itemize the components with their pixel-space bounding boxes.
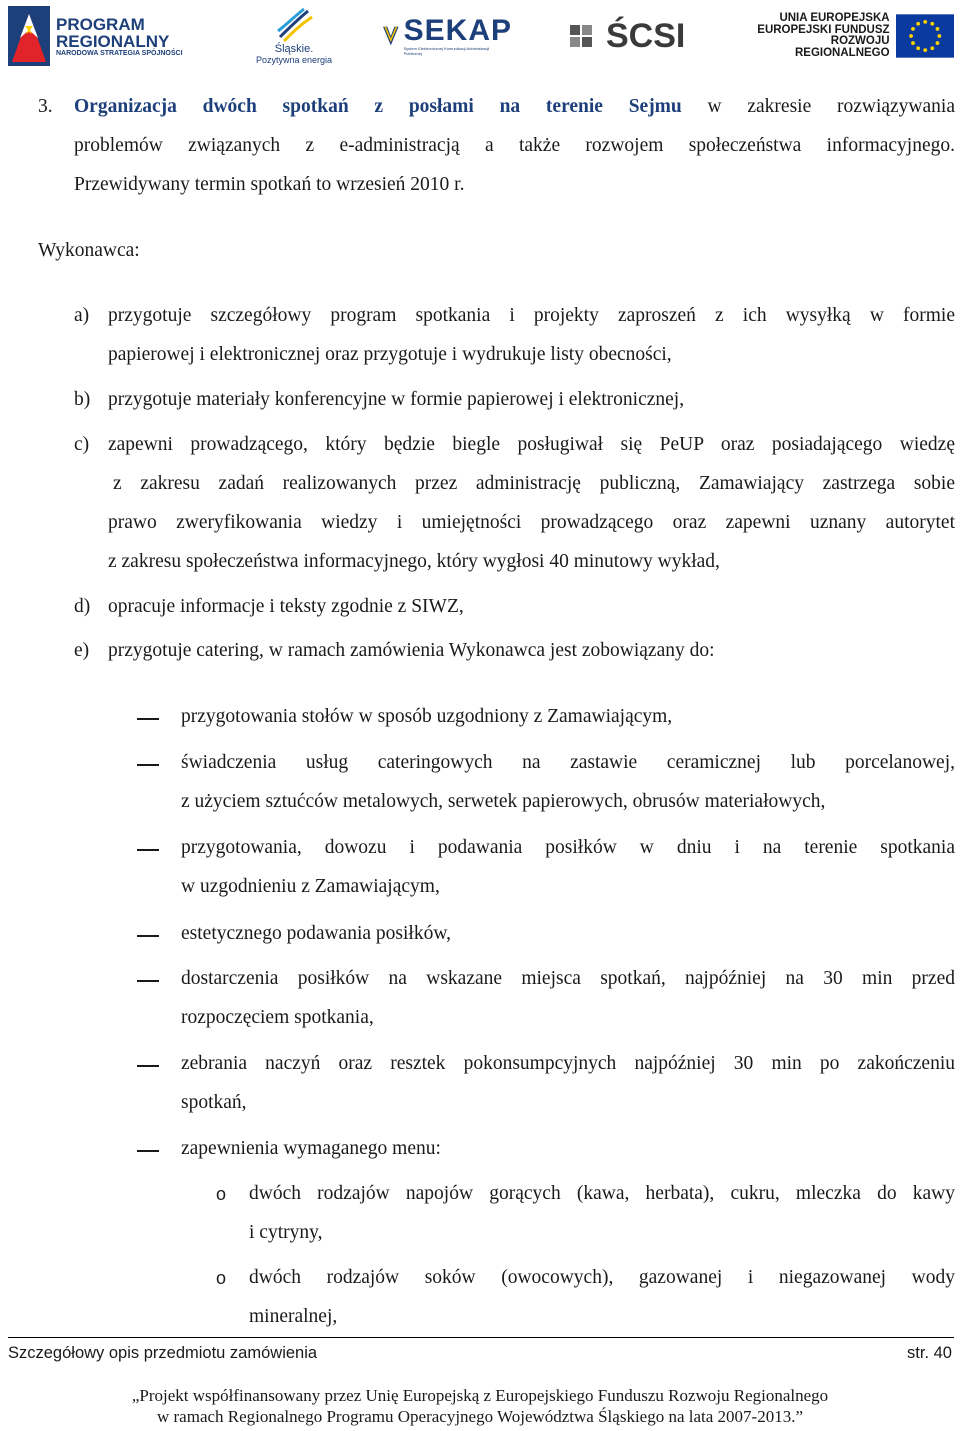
catering-item-6-line1: zebrania naczyń oraz resztek pokonsumpcyjnych najpóźniej 30 min po zakończeniu bbox=[181, 1053, 955, 1074]
contractor-label: Wykonawca: bbox=[38, 240, 140, 261]
catering-item-5-line1: dostarczenia posiłków na wskazane miejsca spotkań, najpóźniej na 30 min przed bbox=[181, 968, 955, 989]
slaskie-swirl-icon bbox=[274, 7, 314, 43]
dash-bullet-icon bbox=[137, 849, 159, 851]
item-d-line1: opracuje informacje i teksty zgodnie z SIWZ, bbox=[108, 596, 464, 617]
item-c-line3: prawo zweryfikowania wiedzy i umiejętności prowadzącego oraz zapewni uznany autorytet bbox=[108, 512, 955, 533]
dash-bullet-icon bbox=[137, 935, 159, 937]
menu-item-2-line2: mineralnej, bbox=[249, 1306, 338, 1327]
item-b-line1: przygotuje materiały konferencyjne w formie papierowej i elektronicznej, bbox=[108, 389, 685, 410]
scsi-logo bbox=[570, 4, 710, 68]
item-d-label: d) bbox=[74, 596, 91, 617]
dash-bullet-icon bbox=[137, 1150, 159, 1152]
item-c-label: c) bbox=[74, 434, 90, 455]
dash-bullet-icon bbox=[137, 980, 159, 982]
slaskie-logo bbox=[254, 4, 334, 68]
eu-flag-icon bbox=[896, 13, 954, 59]
sekap-name: SEKAP bbox=[403, 14, 512, 47]
item-a-line2: papierowej i elektronicznej oraz przygotuje i wydrukuje listy obecności, bbox=[108, 344, 672, 365]
item-e-label: e) bbox=[74, 640, 90, 661]
item-c-line2: z zakresu zadań realizowanych przez administrację publiczną, Zamawiający zastrzega sobie bbox=[113, 473, 955, 494]
program-title-line2: REGIONALNY bbox=[56, 31, 170, 51]
item-c-line4: z zakresu społeczeństwa informacyjnego, który wygłosi 40 minutowy wykład, bbox=[108, 551, 720, 572]
eu-logo bbox=[742, 4, 954, 68]
item-e-line1: przygotuje catering, w ramach zamówienia Wykonawca jest zobowiązany do: bbox=[108, 640, 715, 661]
catering-item-2-line2: z użyciem sztućców metalowych, serwetek papierowych, obrusów materiałowych, bbox=[181, 791, 826, 812]
footer-note-line2: w ramach Regionalnego Programu Operacyjnego Województwa Śląskiego na lata 2007-2013.” bbox=[156, 1407, 804, 1426]
section-title-rest: w zakresie rozwiązywania bbox=[707, 96, 955, 117]
program-regionalny-logo bbox=[8, 4, 198, 68]
eu-line2: EUROPEJSKI FUNDUSZ bbox=[757, 23, 890, 36]
item-c-line1: zapewni prowadzącego, który będzie biegle posługiwał się PeUP oraz posiadającego wiedzę bbox=[108, 434, 955, 455]
section-line2: problemów związanych z e-administracją a także rozwojem społeczeństwa informacyjnego. bbox=[74, 135, 955, 156]
dash-bullet-icon bbox=[137, 1065, 159, 1067]
section-heading bbox=[74, 96, 955, 118]
circle-bullet-icon: o bbox=[216, 1184, 227, 1204]
catering-item-3-line1: przygotowania, dowozu i podawania posiłków w dniu i na terenie spotkania bbox=[181, 837, 955, 858]
slaskie-name: Śląskie. bbox=[274, 43, 314, 55]
footer-doc-title: Szczegółowy opis przedmiotu zamówienia bbox=[8, 1344, 318, 1362]
program-title-line1: PROGRAM bbox=[56, 14, 145, 34]
catering-item-5-line2: rozpoczęciem spotkania, bbox=[181, 1007, 374, 1028]
menu-item-2-line1: dwóch rodzajów soków (owocowych), gazowanej i niegazowanej wody bbox=[249, 1267, 955, 1288]
menu-item-1-line2: i cytryny, bbox=[249, 1222, 323, 1243]
program-subtitle: NARODOWA STRATEGIA SPÓJNOŚCI bbox=[56, 49, 183, 57]
sekap-emblem-icon bbox=[382, 14, 400, 58]
scsi-name: ŚCSI bbox=[606, 17, 686, 55]
section-number: 3. bbox=[38, 96, 53, 117]
footer-divider bbox=[8, 1337, 954, 1338]
menu-item-1-line1: dwóch rodzajów napojów gorących (kawa, herbata), cukru, mleczka do kawy bbox=[249, 1183, 955, 1204]
slaskie-tagline: Pozytywna energia bbox=[255, 55, 333, 65]
circle-bullet-icon: o bbox=[216, 1268, 227, 1288]
section-line3: Przewidywany termin spotkań to wrzesień 2010 r. bbox=[74, 174, 465, 195]
header-logo-bar bbox=[0, 0, 960, 72]
sekap-subtitle: System Elektronicznej Komunikacji Administracji Publicznej bbox=[403, 46, 490, 56]
footer-page-number: str. 40 bbox=[907, 1344, 952, 1362]
program-regionalny-emblem-icon bbox=[8, 6, 50, 66]
sekap-logo bbox=[382, 4, 512, 68]
footer-note-line1: „Projekt współfinansowany przez Unię Europejską z Europejskiego Funduszu Rozwoju Regionalnego bbox=[131, 1386, 829, 1405]
dash-bullet-icon bbox=[137, 718, 159, 720]
section-title-bold: Organizacja dwóch spotkań z posłami na terenie Sejmu bbox=[74, 96, 682, 117]
catering-item-2-line1: świadczenia usług cateringowych na zastawie ceramicznej lub porcelanowej, bbox=[181, 752, 955, 773]
catering-item-3-line2: w uzgodnieniu z Zamawiającym, bbox=[181, 876, 440, 897]
item-a-label: a) bbox=[74, 305, 90, 326]
dash-bullet-icon bbox=[137, 764, 159, 766]
catering-item-7: zapewnienia wymaganego menu: bbox=[181, 1138, 441, 1159]
eu-line3: ROZWOJU REGIONALNEGO bbox=[795, 35, 890, 59]
eu-line1: UNIA EUROPEJSKA bbox=[779, 12, 890, 24]
catering-item-6-line2: spotkań, bbox=[181, 1092, 247, 1113]
catering-item-1: przygotowania stołów w sposób uzgodniony z Zamawiającym, bbox=[181, 706, 673, 727]
item-a-line1: przygotuje szczegółowy program spotkania i projekty zaproszeń z ich wysyłką w formie bbox=[108, 305, 955, 326]
scsi-emblem-icon bbox=[570, 21, 604, 51]
catering-item-4: estetycznego podawania posiłków, bbox=[181, 923, 452, 944]
item-b-label: b) bbox=[74, 389, 91, 410]
